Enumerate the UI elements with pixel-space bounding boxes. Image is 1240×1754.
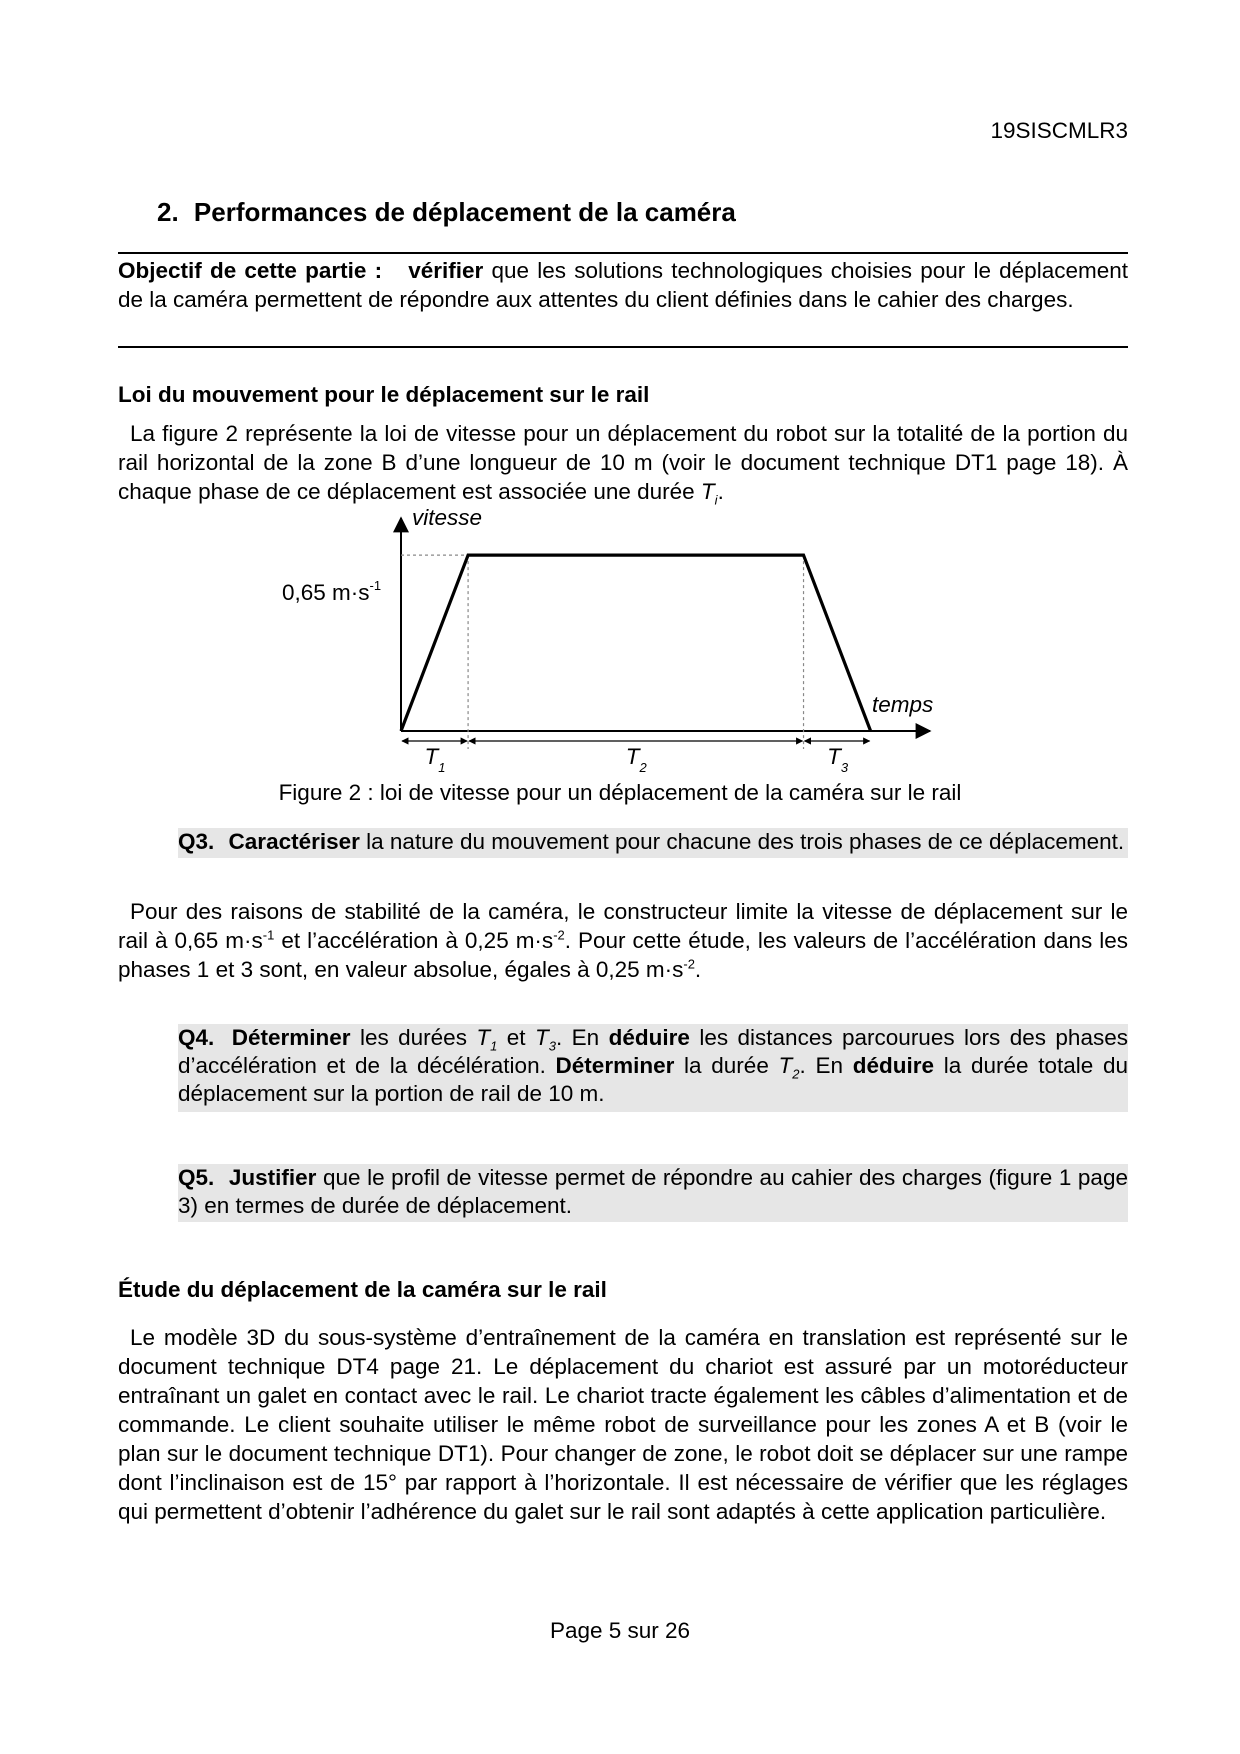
phase-label-t2: $T_2$ — [625, 744, 647, 775]
q4-var-t1: T — [476, 1025, 491, 1050]
q5-verb: Justifier — [228, 1165, 317, 1190]
q4-verb-3: Déterminer — [555, 1053, 675, 1078]
motion-law-end: . — [717, 479, 724, 504]
q4-number: Q4. — [178, 1025, 215, 1050]
x-axis-label: temps — [872, 692, 934, 717]
constraints-text-4: . — [694, 957, 702, 982]
subsection-title-rail-study: Étude du déplacement de la caméra sur le rail — [118, 1277, 607, 1302]
q4-var-t1-sub: 1 — [490, 1038, 498, 1054]
page-number: Page 5 sur 26 — [549, 1618, 691, 1643]
q4-text-3: . En — [555, 1025, 609, 1050]
constraints-exp-3: -2 — [683, 956, 695, 972]
constraints-exp-2: -2 — [553, 927, 565, 943]
subsection-title-motion-law: Loi du mouvement pour le déplacement sur le rail — [118, 382, 650, 407]
q4-var-t2: T — [778, 1053, 793, 1078]
question-q4 — [178, 1024, 1128, 1112]
rail-study-paragraph: Le modèle 3D du sous-système d’entraînement de la caméra en translation est représenté sur le document technique DT4 page 21. Le déplacement du chariot est assuré par un motoréducteur entraînant un galet en contact avec le rail. Le chariot tracte également les câbles d’alimentation et de commande. Le client souhaite utiliser le même robot de surveillance pour les zones A et B (voir le plan sur le document technique DT1). Pour changer de zone, le robot doit se déplacer sur une rampe dont l’inclinaison est de 15° par rapport à l’horizontale. Il est nécessaire de vérifier que les réglages qui permettent d’obtenir l’adhérence du galet sur le rail sont adaptés à cette application particulière. — [118, 1325, 1128, 1524]
duration-index: i — [714, 492, 718, 508]
question-q5 — [178, 1164, 1128, 1222]
q4-verb-1: Déterminer — [231, 1025, 351, 1050]
constraints-exp-1: -1 — [262, 927, 275, 943]
q5-text: que le profil de vitesse permet de répondre au cahier des charges (figure 1 page 3) en termes de durée de déplacement. — [178, 1165, 1128, 1218]
phase-label-t1: $T_1$ — [424, 744, 446, 775]
velocity-profile-chart — [0, 0, 1240, 800]
section-title: Performances de déplacement de la caméra — [193, 197, 736, 227]
q4-var-t3: T — [535, 1025, 549, 1050]
section-number: 2. — [157, 197, 179, 227]
objective-verb: vérifier — [408, 258, 484, 283]
q4-text-1: les durées — [350, 1025, 477, 1050]
figure-caption: Figure 2 : loi de vitesse pour un déplacement de la caméra sur le rail — [278, 780, 962, 805]
q4-text-5: la durée — [674, 1053, 779, 1078]
duration-variable: T — [700, 479, 715, 504]
constraints-paragraph — [118, 897, 1128, 984]
q3-verb: Caractériser — [228, 829, 360, 854]
objective-text: que les solutions technologiques choisies pour le déplacement de la caméra permettent de répondre aux attentes du client définies dans le cahier des charges. — [118, 258, 1128, 312]
velocity-profile-line — [401, 555, 871, 731]
q3-number: Q3. — [178, 829, 215, 854]
q4-var-t2-sub: 2 — [792, 1066, 800, 1082]
constraints-text-2: et l’accélération à 0,25 m·s — [274, 928, 554, 953]
y-tick-label — [282, 578, 381, 605]
document-code: 19SISCMLR3 — [990, 118, 1128, 143]
constraints-text-3: . Pour cette étude, les valeurs de l’accélération dans les phases 1 et 3 sont, en valeur absolue, égales à 0,25 m·s — [118, 928, 1128, 982]
q4-verb-2: déduire — [608, 1025, 690, 1050]
q4-text-4: les distances parcourues lors des phases d’accélération et de la décélération. — [178, 1025, 1128, 1078]
question-q3 — [178, 828, 1128, 858]
q4-var-t3-sub: 3 — [548, 1038, 556, 1054]
y-tick-exp: -1 — [369, 578, 382, 593]
q5-number: Q5. — [178, 1165, 215, 1190]
phase-label-t3: $T_3$ — [827, 744, 849, 775]
constraints-text-1: Pour des raisons de stabilité de la caméra, le constructeur limite la vitesse de déplacement sur le rail à 0,65 m·s — [118, 899, 1128, 953]
y-axis-label: vitesse — [412, 505, 483, 530]
objective-label: Objectif de cette partie : — [118, 258, 383, 283]
q4-text-2: et — [497, 1025, 535, 1050]
q4-text-7: la durée totale du déplacement sur la portion de rail de 10 m. — [178, 1053, 1128, 1106]
motion-law-text: La figure 2 représente la loi de vitesse pour un déplacement du robot sur la totalité de la portion du rail horizontal de la zone B d’une longueur de 10 m (voir le document technique DT1 page 18). À chaque phase de ce déplacement est associée une durée — [118, 421, 1128, 504]
q4-text-6: . En — [799, 1053, 853, 1078]
y-tick-value: 0,65 m·s — [282, 580, 370, 605]
q3-text: la nature du mouvement pour chacune des trois phases de ce déplacement. — [366, 829, 1125, 854]
q4-verb-4: déduire — [852, 1053, 935, 1078]
